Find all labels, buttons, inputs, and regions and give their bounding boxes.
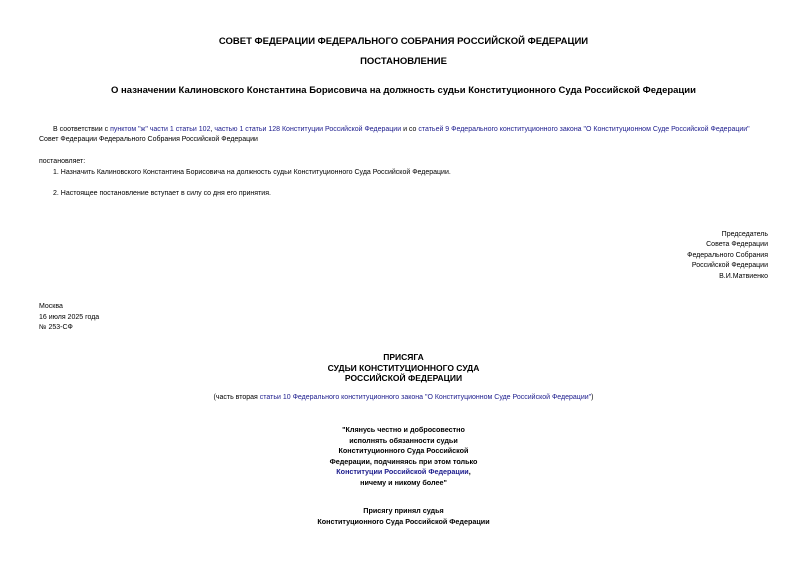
preamble bbox=[39, 125, 779, 145]
signature-line: Российской Федерации bbox=[691, 262, 768, 270]
preamble-text: и со bbox=[401, 126, 419, 133]
oath-accepted-line: Конституционного Суда Российской Федерации bbox=[317, 516, 490, 526]
signature-name: В.И.Матвиенко bbox=[719, 272, 768, 280]
fkz-art10-link[interactable]: статьи 10 Федерального конституционного закона "О Конституционном Суде Российской Федерации" bbox=[259, 394, 592, 401]
resolution-item-1: 1. Назначить Калиновского Константина Борисовича на должность судьи Конституционного Суда Российской Федерации. bbox=[53, 169, 451, 176]
preamble-text: , bbox=[210, 126, 215, 133]
signature-line: Председатель bbox=[721, 231, 768, 238]
document-type: ПОСТАНОВЛЕНИЕ bbox=[360, 56, 447, 67]
document-title: О назначении Калиновского Константина Борисовича на должность судьи Конституционного Суда Российской Федерации bbox=[111, 85, 696, 96]
oath-line: Конституционного Суда Российской bbox=[338, 446, 469, 456]
oath-title-line: СУДЬИ КОНСТИТУЦИОННОГО СУДА bbox=[327, 362, 480, 373]
document-number: № 253-СФ bbox=[39, 324, 73, 331]
oath-line: Федерации, подчиняясь при этом только bbox=[329, 456, 478, 466]
oath-accepted-line: Присягу принял судья bbox=[363, 506, 444, 515]
oath-line: исполнять обязанности судьи bbox=[349, 435, 458, 445]
signature-line: Федерального Собрания bbox=[687, 251, 768, 259]
resolution-item-2: 2. Настоящее постановление вступает в силу со дня его принятия. bbox=[53, 190, 271, 197]
fkz-art9-link[interactable]: статьей 9 Федерального конституционного закона "О Конституционном Суде Российской Федерации" bbox=[418, 126, 750, 133]
oath-line: "Клянусь честно и добросовестно bbox=[342, 425, 465, 434]
date: 16 июля 2025 года bbox=[39, 313, 100, 321]
constitution-art102-link[interactable]: пунктом "ж" части 1 статьи 102 bbox=[110, 126, 211, 133]
resolves-text: постановляет: bbox=[39, 158, 86, 165]
preamble-text: В соответствии с bbox=[53, 126, 111, 133]
oath-text bbox=[0, 425, 807, 489]
oath-reference bbox=[0, 393, 807, 403]
place-date-block bbox=[39, 302, 99, 334]
oath-line: , bbox=[468, 467, 471, 477]
oath-accepted bbox=[0, 506, 807, 527]
constitution-art128-link[interactable]: частью 1 статьи 128 Конституции Российской Федерации bbox=[214, 126, 402, 133]
oath-ref-text: ) bbox=[591, 394, 594, 401]
signature-line: Совета Федерации bbox=[706, 241, 768, 249]
oath-title bbox=[0, 352, 807, 384]
council-heading: СОВЕТ ФЕДЕРАЦИИ ФЕДЕРАЛЬНОГО СОБРАНИЯ РОССИЙСКОЙ ФЕДЕРАЦИИ bbox=[218, 36, 589, 47]
oath-ref-text: (часть вторая bbox=[213, 394, 260, 401]
oath-title-line: ПРИСЯГА bbox=[383, 352, 424, 362]
signature-block bbox=[687, 230, 768, 282]
oath-line: ничему и никому более" bbox=[360, 477, 447, 487]
preamble-line2: Совет Федерации Федерального Собрания Российской Федерации bbox=[39, 136, 258, 143]
oath-title-line: РОССИЙСКОЙ ФЕДЕРАЦИИ bbox=[344, 373, 463, 383]
city: Москва bbox=[39, 303, 63, 310]
constitution-link[interactable]: Конституции Российской Федерации bbox=[336, 467, 469, 477]
